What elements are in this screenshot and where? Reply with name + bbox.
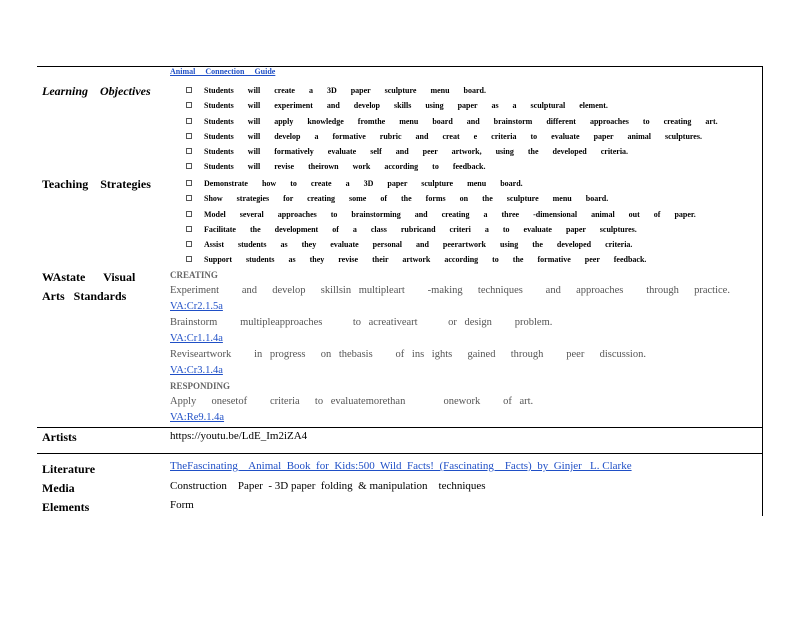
- standard-code-link[interactable]: VA:Cr2.1.5a: [170, 301, 223, 312]
- standard-text: Brainstorm multipleapproaches to acreativeart or design problem.: [170, 317, 553, 328]
- standard-code-link[interactable]: VA:Cr1.1.4a: [170, 333, 223, 344]
- standards-label-line2: Arts Standards: [42, 289, 127, 303]
- bullet-box-icon: [186, 118, 192, 124]
- standard-text: Apply onesetof criteria to evaluatemorethan onework of art.: [170, 396, 534, 407]
- bullet-box-icon: [186, 102, 192, 108]
- artists-label: Artists: [42, 430, 77, 444]
- standard-code-link[interactable]: VA:Re9.1.4a: [170, 412, 225, 423]
- bullet-box-icon: [186, 241, 192, 247]
- standard-text: Experiment and develop skillsin multipleart -making techniques and approaches through practice.: [170, 285, 730, 296]
- standard-text: Reviseartwork in progress on thebasis of ins ights gained through peer discussion.: [170, 349, 646, 360]
- media-label: Media: [42, 481, 75, 495]
- bullet-box-icon: [186, 148, 192, 154]
- elements-label: Elements: [42, 500, 90, 514]
- standard-code-link[interactable]: VA:Cr3.1.4a: [170, 365, 223, 376]
- bullet-box-icon: [186, 163, 192, 169]
- row-divider-literature: [37, 453, 763, 454]
- bullet-box-icon: [186, 226, 192, 232]
- literature-label: Literature: [42, 462, 96, 476]
- artists-link[interactable]: https://youtu.be/LdE_Im2iZA4: [170, 430, 308, 442]
- bullet-box-icon: [186, 87, 192, 93]
- bullet-box-icon: [186, 211, 192, 217]
- right-border: [762, 66, 763, 516]
- bullet-box-icon: [186, 133, 192, 139]
- learning-objectives-label: Learning Objectives: [42, 84, 151, 98]
- top-border: [37, 66, 763, 67]
- standards-label-line1: WAstate Visual: [42, 270, 136, 284]
- bullet-box-icon: [186, 180, 192, 186]
- guide-link[interactable]: Animal Connection Guide: [170, 67, 276, 76]
- bullet-box-icon: [186, 195, 192, 201]
- responding-heading: RESPONDING: [170, 381, 231, 391]
- creating-heading: CREATING: [170, 270, 218, 280]
- teaching-strategies-label: Teaching Strategies: [42, 177, 151, 191]
- elements-value: Form: [170, 499, 194, 511]
- bullet-box-icon: [186, 256, 192, 262]
- row-divider-artists: [37, 427, 763, 428]
- media-value: Construction Paper - 3D paper folding & manipulation techniques: [170, 480, 486, 492]
- literature-link[interactable]: TheFascinating Animal Book for Kids:500 Wild Facts! (Fascinating Facts) by Ginjer L. Clarke: [170, 460, 632, 472]
